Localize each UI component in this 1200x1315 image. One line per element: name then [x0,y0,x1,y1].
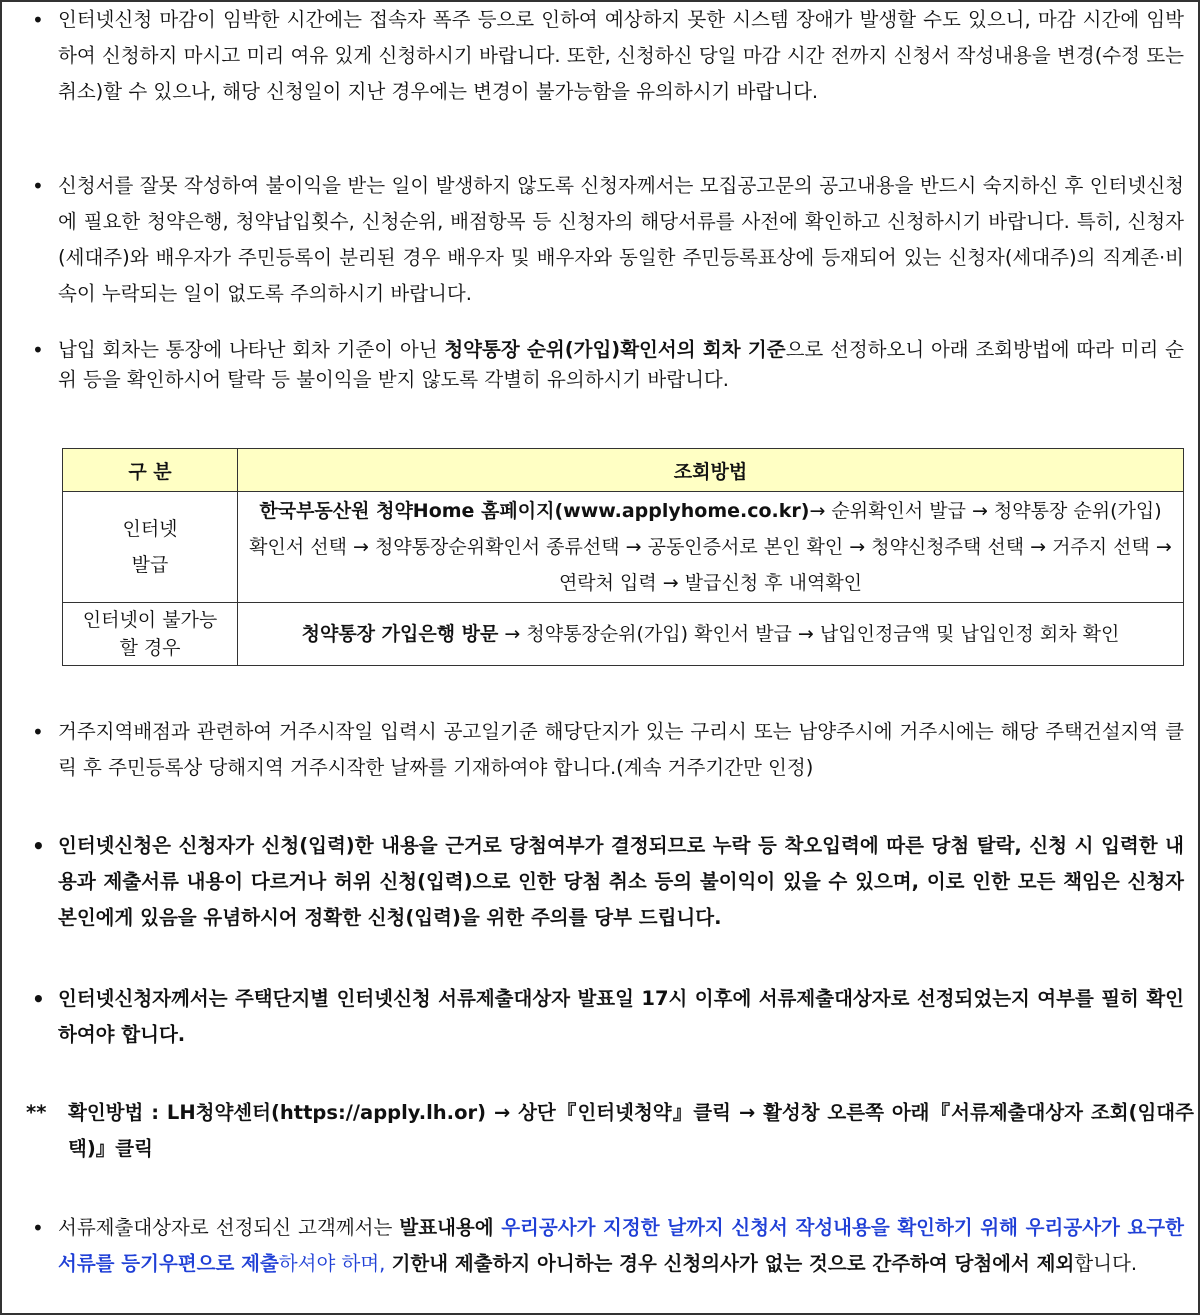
notice-paragraph-payment-count [12,335,1184,395]
paragraph-emphasis: 청약통장 순위(가입)확인서의 회차 기준 [444,338,786,361]
method-emphasis: 청약통장 가입은행 방문 [301,623,499,645]
method-text: → 순위확인서 발급 → 청약통장 순위(가입) 확인서 선택 → 청약통장순위확인서 종류선택 → 공동인증서로 본인 확인 → 청약신청주택 선택 → 거주지 선택 → 연락처 입력 → 발급신청 후 내역확인 [249,500,1172,594]
bullet-icon: • [32,8,44,32]
notice-paragraph-submission [12,1210,1184,1282]
paragraph-text-part: 납입 회차는 통장에 나타난 회차 기준이 아닌 [58,338,445,361]
paragraph-text: 인터넷신청은 신청자가 신청(입력)한 내용을 근거로 당첨여부가 결정되므로 누락 등 착오입력에 따른 당첨 탈락, 신청 시 입력한 내용과 제출서류 내용이 다르거나 허위 신청(입력)으로 인한 당첨 취소 등의 불이익이 있을 수 있으며, 이로 인한 모든 책임은 신청자 본인에게 있음을 유념하시어 정확한 신청(입력)을 위한 주의를 당부 드립니다. [58,834,1184,929]
paragraph-highlight-plain: 하셔야 하며, [278,1252,392,1275]
notice-check-method [22,1095,1194,1167]
method-emphasis: 한국부동산원 청약Home 홈페이지(www.applyhome.co.kr) [259,500,810,522]
paragraph-text: 인터넷신청자께서는 주택단지별 인터넷신청 서류제출대상자 발표일 17시 이후에 서류제출대상자로 선정되었는지 여부를 필히 확인하여야 합니다. [58,987,1184,1046]
table-cell-method [238,603,1184,666]
notice-paragraph-responsibility [12,828,1184,936]
table-header-category: 구 분 [63,449,238,492]
bullet-icon: • [32,338,44,362]
bullet-icon: • [32,834,45,858]
paragraph-emphasis: 발표내용에 [399,1216,502,1239]
paragraph-text-part: 서류제출대상자로 선정되신 고객께서는 [58,1216,400,1239]
paragraph-text-part: 으로 선정하오니 아래 조회방법에 따라 미리 순위 등을 확인하시어 탈락 등 불이익을 받지 않도록 각별히 유의하시기 바랍니다. [58,338,1184,391]
bullet-icon: • [32,987,45,1011]
table-row [63,603,1184,666]
paragraph-text-part: 합니다. [1074,1252,1138,1275]
table-cell-label [63,603,238,666]
paragraph-text: 확인방법 : LH청약센터(https://apply.lh.or) → 상단『인터넷청약』클릭 → 활성창 오른쪽 아래『서류제출대상자 조회(임대주택)』클릭 [68,1101,1194,1160]
table-row [63,492,1184,603]
notice-paragraph-document-target [12,981,1184,1053]
table-header-method: 조회방법 [238,449,1184,492]
paragraph-highlight: 우리공사가 지정한 날까지 신청서 작성내용을 확인하기 위해 우리공사가 요구한 서류를 등기우편으로 제출 [58,1216,1184,1275]
label-line: 발급 [131,554,169,576]
paragraph-text: 신청서를 잘못 작성하여 불이익을 받는 일이 발생하지 않도록 신청자께서는 모집공고문의 공고내용을 반드시 숙지하신 후 인터넷신청에 필요한 청약은행, 청약납입횟수, 신청순위, 배점항목 등 신청자의 해당서류를 사전에 확인하고 신청하시기 바랍니다. 특히, 신청자(세대주)와 배우자가 주민등록이 분리된 경우 배우자 및 배우자와 동일한 주민등록표상에 등재되어 있는 신청자(세대주)의 직계존·비속이 누락되는 일이 없도록 주의하시기 바랍니다. [58,174,1184,305]
label-line: 할 경우 [119,637,181,659]
notice-paragraph-deadline [12,2,1184,110]
notice-paragraph-residence [12,714,1184,786]
paragraph-text: 인터넷신청 마감이 임박한 시간에는 접속자 폭주 등으로 인하여 예상하지 못한 시스템 장애가 발생할 수도 있으니, 마감 시간에 임박하여 신청하지 마시고 미리 여유 있게 신청하시기 바랍니다. 또한, 신청하신 당일 마감 시간 전까지 신청서 작성내용을 변경(수정 또는 취소)할 수 있으나, 해당 신청일이 지난 경우에는 변경이 불가능함을 유의하시기 바랍니다. [58,8,1184,103]
asterisk-marker: ** [26,1101,47,1124]
notice-paragraph-application-check [12,168,1184,312]
paragraph-emphasis: 기한내 제출하지 아니하는 경우 신청의사가 없는 것으로 간주하여 당첨에서 제외 [391,1252,1075,1275]
label-line: 인터넷이 불가능 [82,609,218,631]
paragraph-text: 거주지역배점과 관련하여 거주시작일 입력시 공고일기준 해당단지가 있는 구리시 또는 남양주시에 거주시에는 해당 주택건설지역 클릭 후 주민등록상 당해지역 거주시작한 날짜를 기재하여야 합니다.(계속 거주기간만 인정) [58,720,1184,779]
table-cell-method [238,492,1184,603]
bullet-icon: • [32,174,44,198]
label-line: 인터넷 [122,518,178,540]
table-cell-label [63,492,238,603]
lookup-method-table [62,448,1184,666]
method-text: → 청약통장순위(가입) 확인서 발급 → 납입인정금액 및 납입인정 회차 확인 [498,623,1120,645]
bullet-icon: • [32,720,44,744]
bullet-icon: • [32,1216,44,1240]
